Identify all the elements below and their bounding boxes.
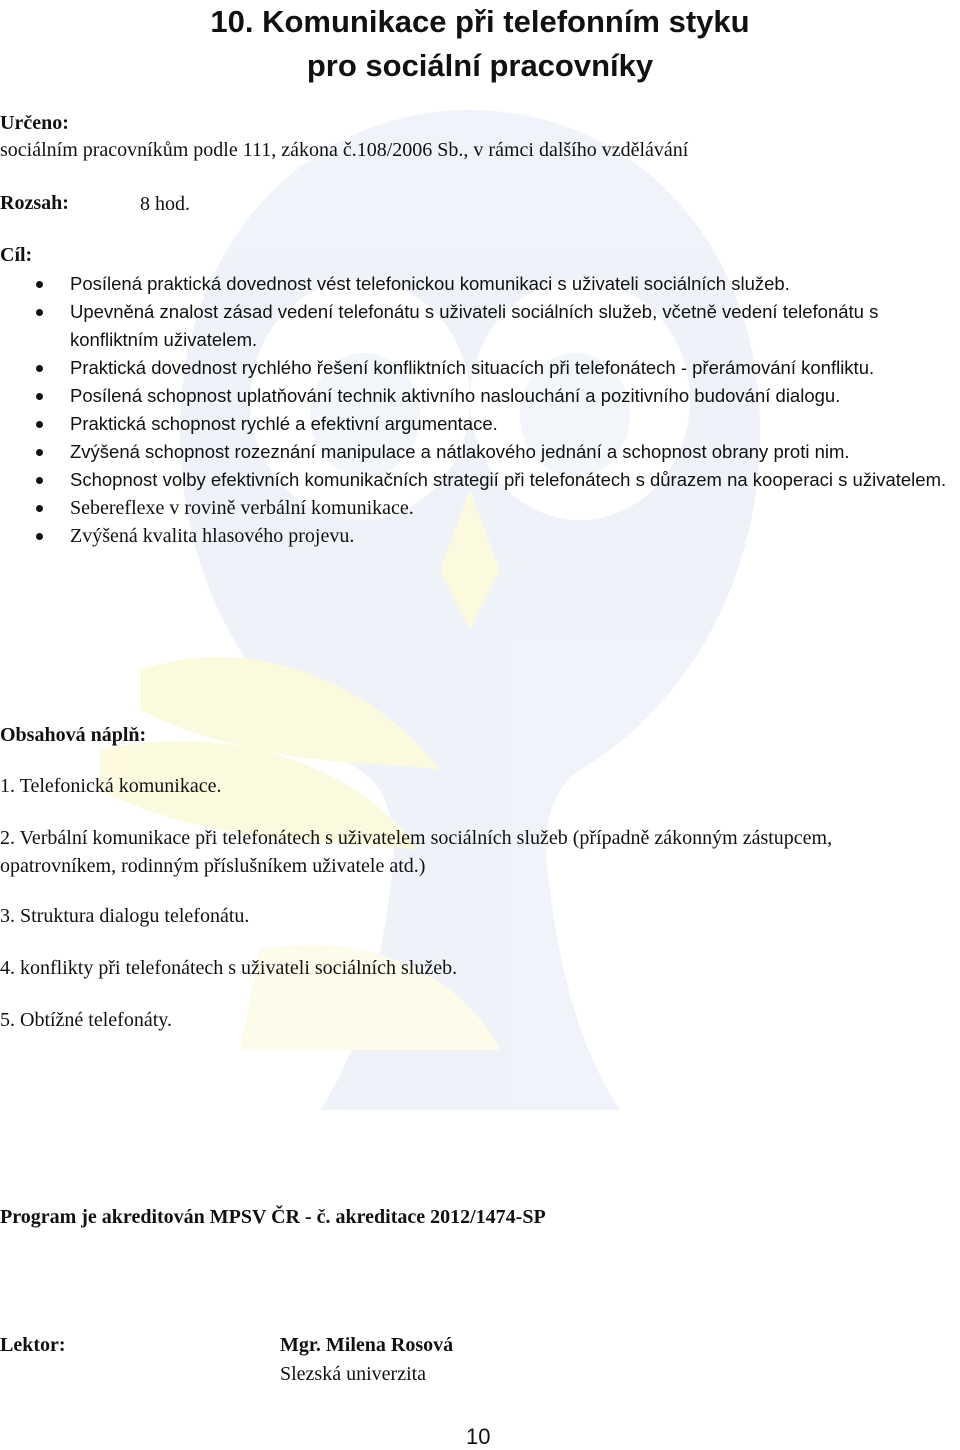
content-label: Obsahová náplň: (0, 724, 147, 746)
title-line-1: 10. Komunikace při telefonním styku (210, 4, 750, 39)
goal-item: Sebereflexe v rovině verbální komunikace. (0, 494, 960, 522)
scope-value: 8 hod. (140, 193, 190, 215)
lecturer-label: Lektor: (0, 1334, 66, 1356)
bullet-icon (36, 365, 43, 372)
content-item-1: 1. Telefonická komunikace. (0, 775, 222, 797)
bullet-icon (36, 393, 43, 400)
bullet-icon (36, 505, 43, 512)
page-title (100, 0, 860, 88)
bullet-icon (36, 449, 43, 456)
content-item-2: 2. Verbální komunikace při telefonátech s uživatelem sociálních služeb (případně zákonným zástupcem, opatrovníkem, rodinným příslušníkem uživatele atd.) (0, 827, 833, 877)
bullet-icon (36, 477, 43, 484)
lecturer-name: Mgr. Milena Rosová (280, 1334, 454, 1356)
goal-item: Praktická dovednost rychlého řešení konfliktních situacích při telefonátech - přerámování konfliktu. (0, 354, 960, 382)
goal-item: Posílená schopnost uplatňování technik aktivního naslouchání a pozitivního budování dialogu. (0, 382, 960, 410)
content-item-4: 4. konflikty při telefonátech s uživateli sociálních služeb. (0, 957, 458, 979)
bullet-icon (36, 309, 43, 316)
goal-item: Schopnost volby efektivních komunikačních strategií při telefonátech s důrazem na kooperaci s uživatelem. (0, 466, 960, 494)
title-line-2: pro sociální pracovníky (306, 48, 654, 83)
bullet-icon (36, 421, 43, 428)
page-number: 10 (466, 1424, 491, 1449)
bullet-icon (36, 281, 43, 288)
goal-item: Zvýšená kvalita hlasového projevu. (0, 522, 960, 550)
goals-list (0, 270, 960, 550)
goal-item: Zvýšená schopnost rozeznání manipulace a nátlakového jednání a schopnost obrany proti nim. (0, 438, 960, 466)
accreditation-note: Program je akreditován MPSV ČR - č. akreditace 2012/1474-SP (0, 1206, 546, 1228)
scope-label: Rozsah: (0, 192, 69, 214)
goal-item: Posílená praktická dovednost vést telefonickou komunikaci s uživateli sociálních služeb. (0, 270, 960, 298)
goal-item: Upevněná znalost zásad vedení telefonátu s uživateli sociálních služeb, včetně vedení telefonátu s konfliktním uživatelem. (0, 298, 960, 354)
content-item-5: 5. Obtížné telefonáty. (0, 1009, 172, 1031)
intended-label: Určeno: (0, 112, 69, 134)
bullet-icon (36, 533, 43, 540)
goals-label: Cíl: (0, 244, 33, 266)
goal-item: Praktická schopnost rychlé a efektivní argumentace. (0, 410, 960, 438)
lecturer-institution: Slezská univerzita (280, 1363, 427, 1385)
content-item-3: 3. Struktura dialogu telefonátu. (0, 905, 250, 927)
intended-value: sociálním pracovníkům podle 111, zákona č.108/2006 Sb., v rámci dalšího vzdělávání (0, 139, 689, 161)
